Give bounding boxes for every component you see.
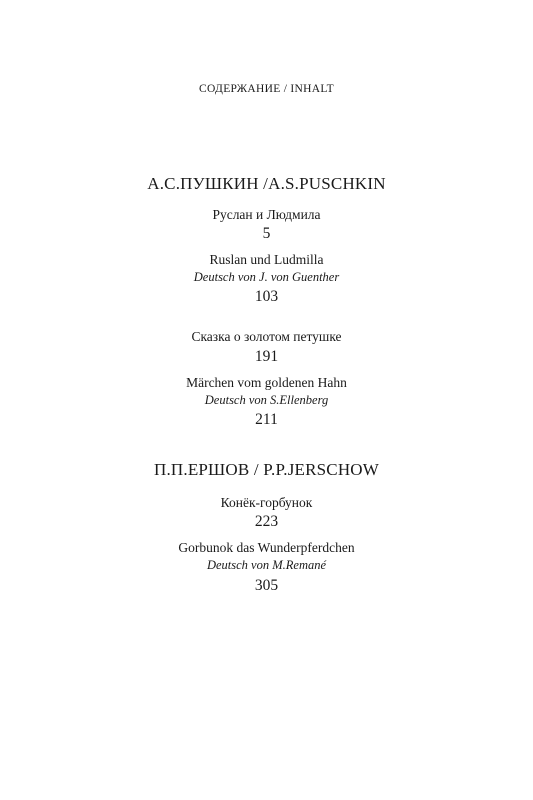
entry-title: Ruslan und Ludmilla xyxy=(209,252,324,267)
entry-page-number: 191 xyxy=(254,348,279,365)
entry-title: Gorbunok das Wunderpferdchen xyxy=(178,540,355,555)
entry-translator: Deutsch von S.Ellenberg xyxy=(204,393,329,407)
entry-page-number: 5 xyxy=(262,225,271,242)
contents-heading: СОДЕРЖАНИЕ / INHALT xyxy=(199,83,334,95)
entry-page-number: 305 xyxy=(254,577,279,594)
author-heading-pushkin: А.С.ПУШКИН /A.S.PUSCHKIN xyxy=(147,174,386,193)
entry-page-number: 103 xyxy=(254,288,279,305)
entry-title: Märchen vom goldenen Hahn xyxy=(186,375,347,390)
entry-title: Конёк-горбунок xyxy=(220,495,313,510)
entry-page-number: 223 xyxy=(254,513,279,530)
entry-title: Сказка о золотом петушке xyxy=(191,329,342,344)
author-heading-ershov: П.П.ЕРШОВ / P.P.JERSCHOW xyxy=(153,460,380,479)
entry-title: Руслан и Людмила xyxy=(212,207,321,222)
entry-translator: Deutsch von M.Remané xyxy=(206,558,327,572)
entry-translator: Deutsch von J. von Guenther xyxy=(193,270,340,284)
entry-page-number: 211 xyxy=(255,411,278,428)
